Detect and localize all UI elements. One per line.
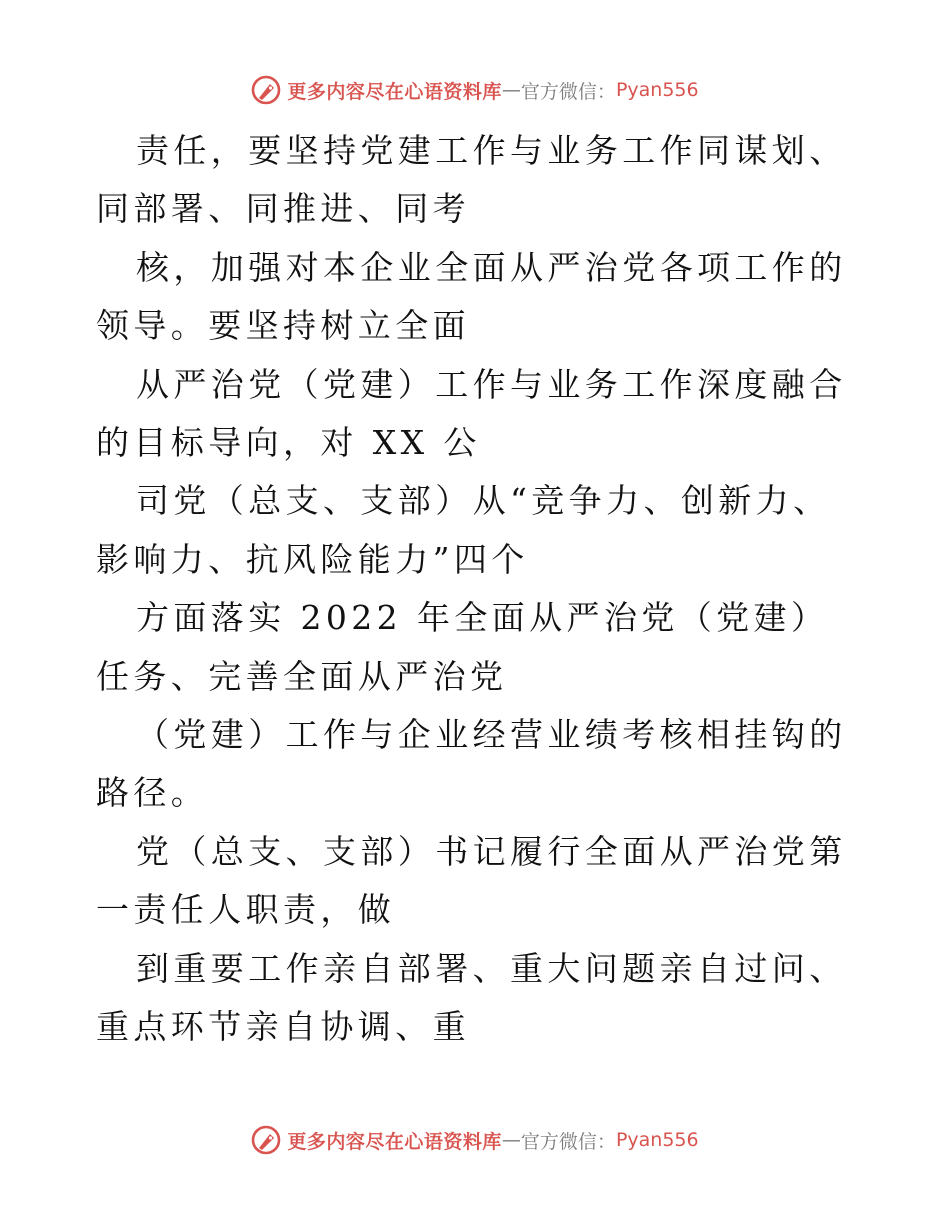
- footer-separator: —: [501, 1129, 521, 1151]
- document-body: [96, 122, 856, 1057]
- pen-nib-logo-icon: [251, 1125, 281, 1155]
- pen-nib-logo-icon: [251, 75, 281, 105]
- header-wechat-id: Pyan556: [615, 79, 699, 101]
- footer-site-text: 更多内容尽在心语资料库: [287, 1130, 502, 1153]
- paragraph-6: （党建）工作与企业经营业绩考核相挂钩的路径。: [96, 715, 847, 813]
- footer-banner: [0, 1122, 950, 1158]
- paragraph-2: 核，加强对本企业全面从严治党各项工作的领导。要坚持树立全面: [96, 247, 847, 346]
- footer-wechat-label: 官方微信：: [520, 1130, 616, 1153]
- paragraph-3: 从严治党（党建）工作与业务工作深度融合的目标导向，对 XX 公: [96, 364, 847, 463]
- paragraph-4: 司党（总支、支部）从“竞争力、创新力、影响力、抗风险能力”四个: [96, 481, 831, 579]
- paragraph-5: 方面落实 2022 年全面从严治党（党建）任务、完善全面从严治党: [96, 598, 829, 696]
- paragraph-8: 到重要工作亲自部署、重大问题亲自过问、重点环节亲自协调、重: [96, 948, 847, 1047]
- paragraph-1: 责任，要坚持党建工作与业务工作同谋划、同部署、同推进、同考: [96, 131, 847, 229]
- header-separator: —: [501, 79, 521, 101]
- header-site-text: 更多内容尽在心语资料库: [287, 80, 502, 103]
- footer-wechat-id: Pyan556: [615, 1129, 699, 1151]
- paragraph-7: 党（总支、支部）书记履行全面从严治党第一责任人职责，做: [96, 831, 847, 930]
- header-banner: [0, 72, 950, 108]
- header-wechat-label: 官方微信：: [520, 80, 616, 103]
